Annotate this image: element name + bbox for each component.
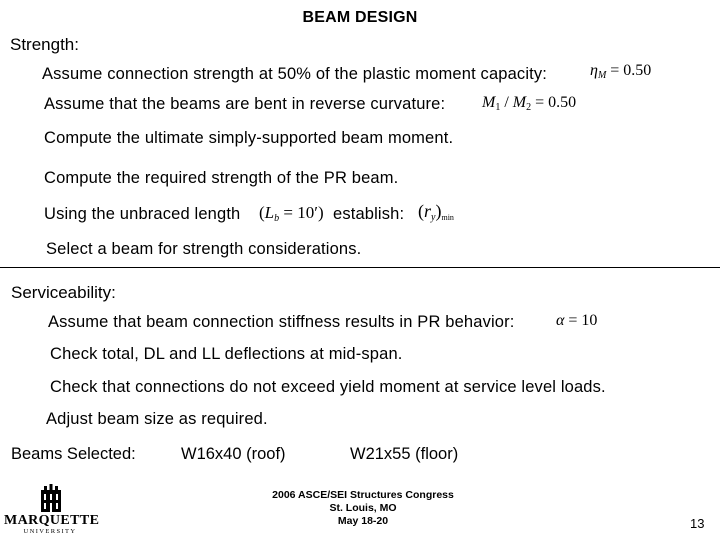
page-number: 13 [690,516,705,531]
moment-ratio-equation: $M_1 / M_2 = 0.50$ [482,94,577,113]
serviceability-item-2: Check total, DL and LL deflections at mid-span. [50,345,403,363]
serviceability-item-4: Adjust beam size as required. [46,410,268,428]
beams-selected-label: Beams Selected: [11,445,136,463]
beam-roof: W16x40 (roof) [181,445,286,463]
eta-m-equation: $\eta_M = 0.50$ [590,62,652,81]
strength-item-5-prefix: Using the unbraced length [44,205,241,223]
logo-university: UNIVERSITY [23,528,77,535]
strength-item-5-suffix: establish: [333,205,405,223]
strength-item-4: Compute the required strength of the PR beam. [44,169,399,187]
serviceability-heading: Serviceability: [11,283,116,302]
strength-item-3: Compute the ultimate simply-supported beam moment. [44,129,454,147]
footer-line-3: May 18-20 [337,515,389,527]
marquette-logo [4,484,100,538]
strength-item-2: Assume that the beams are bent in reverse curvature: [44,95,446,113]
ry-min-expression: $(r_y)_{min}$ [418,201,454,223]
serviceability-item-1: Assume that beam connection stiffness results in PR behavior: [48,313,515,331]
tower-logo-icon [40,484,62,512]
beam-floor: W21x55 (floor) [350,445,459,463]
conference-footer [238,489,488,528]
unbraced-length-equation: $(L_b = 10')$ [259,203,324,224]
section-divider [0,267,720,268]
logo-wordmark: MARQUETTE [4,513,100,528]
alpha-equation: α = 10 [556,312,598,329]
serviceability-item-3: Check that connections do not exceed yield moment at service level loads. [50,378,606,396]
strength-item-1: Assume connection strength at 50% of the plastic moment capacity: [42,65,548,83]
footer-line-1: 2006 ASCE/SEI Structures Congress [272,489,454,501]
strength-heading: Strength: [10,35,79,54]
footer-line-2: St. Louis, MO [329,502,397,514]
slide-title: BEAM DESIGN [302,9,418,26]
strength-item-6: Select a beam for strength considerations. [46,240,362,258]
